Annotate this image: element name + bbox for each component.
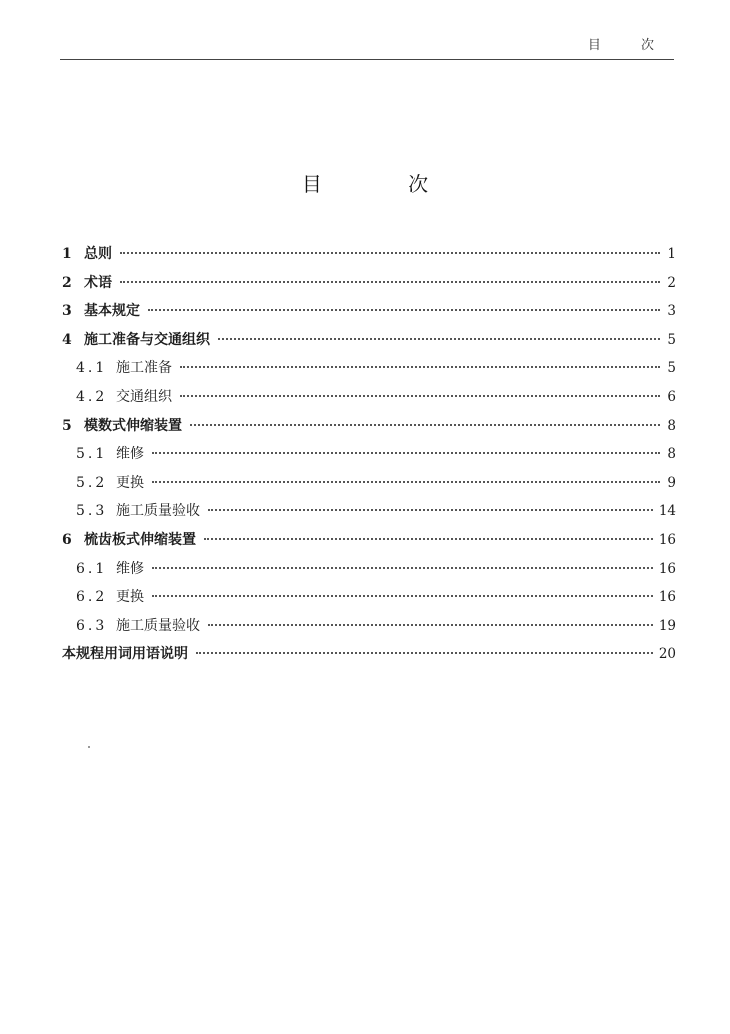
toc-entry-number: 2 [62,274,72,291]
toc-entry[interactable] [62,526,676,555]
dot-leader [152,567,653,569]
toc-entry-page: 19 [658,617,676,634]
toc-entry[interactable] [62,269,676,298]
dot-leader [208,509,653,511]
toc-entry-number: 5 [62,417,72,434]
toc-entry-title: 维修 [116,560,144,577]
toc-entry-title: 施工准备 [116,360,172,377]
dot-leader [196,652,653,654]
toc-entry-page: 8 [667,446,676,463]
toc-entry-title: 施工质量验收 [116,617,200,634]
toc-entry-title: 梳齿板式伸缩装置 [84,531,196,548]
toc-entry[interactable] [62,240,676,269]
toc-entry-number: 5.1 [76,446,108,463]
toc-entry-title: 总则 [84,246,112,262]
dot-leader [180,395,660,397]
toc-entry-page: 16 [658,560,676,577]
dot-leader [180,366,660,368]
toc-entry-page: 8 [667,417,676,434]
toc-subentry[interactable] [62,440,676,469]
toc-entry-number: 5.3 [76,503,108,520]
toc-entry-title: 更换 [116,589,144,606]
toc-subentry[interactable] [62,583,676,612]
toc-entry-number: 4.2 [76,388,108,405]
toc-entry-page: 6 [667,388,676,405]
toc-entry-title: 交通组织 [116,388,172,405]
toc-entry-title: 施工质量验收 [116,503,200,520]
toc-subentry[interactable] [62,555,676,584]
toc-entry[interactable] [62,326,676,355]
toc-entry-number: 6 [62,531,72,548]
toc-entry-title: 基本规定 [84,303,140,320]
toc-entry-number: 5.2 [76,474,108,491]
toc-entry-page: 20 [658,646,676,663]
scan-speck [88,746,90,748]
toc-subentry[interactable] [62,612,676,641]
toc-subentry[interactable] [62,469,676,498]
toc-subentry[interactable] [62,383,676,412]
dot-leader [152,481,660,483]
header-rule [60,59,674,60]
toc-entry-page: 16 [658,589,676,606]
toc-entry-title: 术语 [84,274,112,291]
toc-entry-page: 14 [658,503,676,520]
toc-entry-page: 3 [667,303,676,320]
toc-entry-number: 1 [62,246,72,262]
toc-entry-number: 6.2 [76,589,108,606]
toc-entry-page: 5 [667,360,676,377]
toc-entry-title: 施工准备与交通组织 [84,331,210,348]
toc-entry-page: 16 [658,531,676,548]
toc-entry-page: 5 [667,331,676,348]
dot-leader [120,281,660,283]
table-of-contents [62,240,676,669]
toc-entry-number: 4.1 [76,360,108,377]
toc-entry-number: 6.3 [76,617,108,634]
toc-subentry[interactable] [62,354,676,383]
toc-entry-title: 维修 [116,446,144,463]
toc-entry-number: 4 [62,331,72,348]
toc-entry-title: 模数式伸缩装置 [84,417,182,434]
toc-entry-title: 本规程用词用语说明 [62,646,188,663]
page-title: 目 次 [301,172,469,196]
running-header: 目 次 [587,38,672,53]
toc-subentry[interactable] [62,497,676,526]
toc-entry-number: 6.1 [76,560,108,577]
dot-leader [208,624,653,626]
dot-leader [190,424,660,426]
toc-entry[interactable] [62,297,676,326]
dot-leader [152,452,660,454]
toc-entry-title: 更换 [116,474,144,491]
toc-entry-page: 9 [667,474,676,491]
toc-entry-page: 2 [667,274,676,291]
toc-entry-number: 3 [62,303,72,320]
dot-leader [152,595,653,597]
toc-entry[interactable] [62,412,676,441]
dot-leader [204,538,653,540]
toc-entry-page: 1 [667,246,676,262]
dot-leader [218,338,660,340]
dot-leader [120,252,660,254]
toc-entry-appendix[interactable] [62,640,676,669]
dot-leader [148,309,660,311]
